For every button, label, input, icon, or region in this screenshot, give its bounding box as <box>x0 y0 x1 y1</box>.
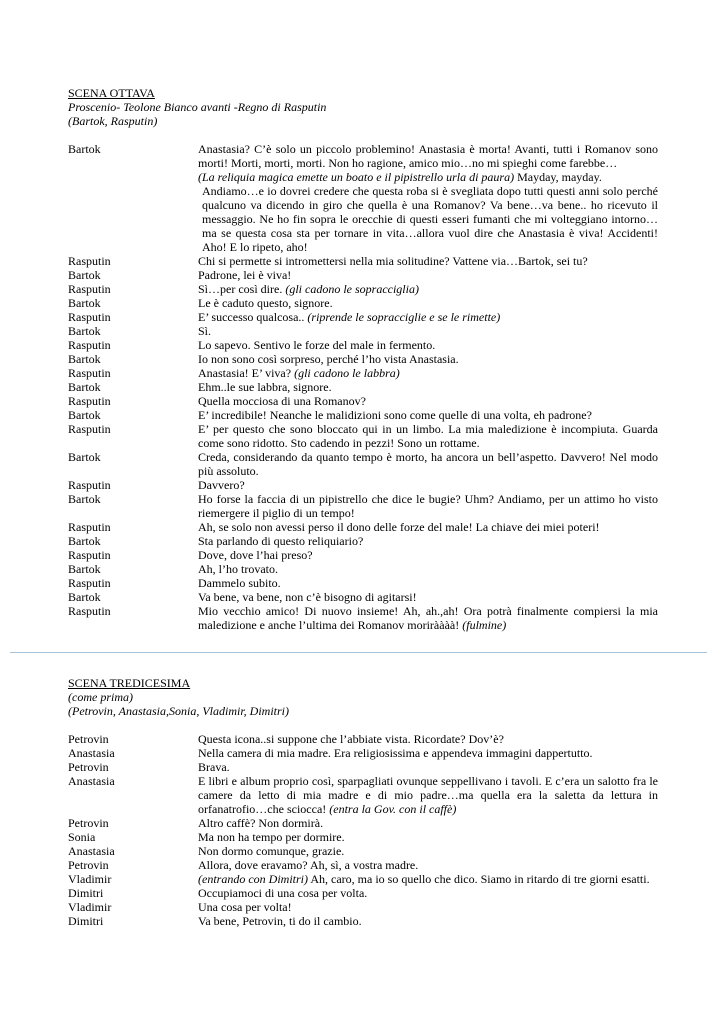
dialog-list <box>68 142 658 632</box>
spoken-text: Sta parlando di questo reliquiario? <box>198 534 364 548</box>
spoken-text: E libri e album proprio così, sparpagliati ovunque seppellivano i tavoli. E c’era un salotto fra le camere da letto di mia madre e di mio padre…ma quella era la saletta da lettura in orfanatrofio…che sciocca! <box>198 774 658 816</box>
dialog-line <box>198 534 658 548</box>
spoken-text: Dove, dove l’hai preso? <box>198 548 313 562</box>
spoken-text: Ma non ha tempo per dormire. <box>198 830 345 844</box>
speaker-name: Rasputin <box>68 338 111 352</box>
scene-characters: (Bartok, Rasputin) <box>68 114 158 128</box>
spoken-text: Mayday, mayday. <box>514 170 602 184</box>
dialog-text <box>198 478 658 492</box>
dialog-text <box>198 774 658 816</box>
spoken-text: Brava. <box>198 760 230 774</box>
speaker-name: Petrovin <box>68 760 109 774</box>
spoken-text: Quella mocciosa di una Romanov? <box>198 394 366 408</box>
stage-direction: (riprende le sopracciglie e se le rimette) <box>307 310 501 324</box>
spoken-text: Ehm..le sue labbra, signore. <box>198 380 332 394</box>
dialog-row <box>68 914 658 928</box>
spoken-text: Creda, considerando da quanto tempo è morto, ha ancora un bell’aspetto. Davvero! Nel modo più assoluto. <box>198 450 658 478</box>
dialog-text <box>198 296 658 310</box>
scene-title: SCENA TREDICESIMA <box>68 676 191 690</box>
spoken-text: Io non sono così sorpreso, perché l’ho vista Anastasia. <box>198 352 459 366</box>
stage-direction: (gli cadono le sopracciglia) <box>285 282 419 296</box>
dialog-line <box>198 844 658 858</box>
dialog-line <box>198 590 658 604</box>
dialog-text <box>198 858 658 872</box>
dialog-row <box>68 576 658 590</box>
scene-eight <box>68 86 658 632</box>
dialog-line <box>198 324 658 338</box>
dialog-line <box>198 170 658 184</box>
spoken-text: Nella camera di mia madre. Era religiosissima e appendeva immagini dappertutto. <box>198 746 593 760</box>
speaker-name: Vladimir <box>68 900 112 914</box>
spoken-text: Ho forse la faccia di un pipistrello che dice le bugie? Uhm? Andiamo, per un attimo ho visto riemergere il piglio di un tempo! <box>198 492 658 520</box>
speaker-name: Sonia <box>68 830 96 844</box>
speaker-name: Bartok <box>68 450 101 464</box>
dialog-line <box>198 746 658 760</box>
dialog-text <box>198 534 658 548</box>
dialog-text <box>198 142 658 254</box>
dialog-text <box>198 900 658 914</box>
dialog-text <box>198 380 658 394</box>
speaker-name: Rasputin <box>68 604 111 618</box>
dialog-line <box>198 450 658 478</box>
dialog-row <box>68 534 658 548</box>
dialog-text <box>198 492 658 520</box>
speaker-name: Petrovin <box>68 816 109 830</box>
speaker-name: Bartok <box>68 296 101 310</box>
dialog-line <box>198 900 658 914</box>
spoken-text: Va bene, va bene, non c’è bisogno di agitarsi! <box>198 590 417 604</box>
dialog-list <box>68 732 658 928</box>
scene-title: SCENA OTTAVA <box>68 86 155 100</box>
dialog-row <box>68 296 658 310</box>
dialog-row <box>68 408 658 422</box>
dialog-row <box>68 352 658 366</box>
dialog-line <box>198 816 658 830</box>
speaker-name: Rasputin <box>68 576 111 590</box>
dialog-text <box>198 408 658 422</box>
dialog-text <box>198 872 658 886</box>
scene-subtitle: (come prima) <box>68 690 133 704</box>
dialog-text <box>198 310 658 324</box>
dialog-text <box>198 760 658 774</box>
speaker-name: Petrovin <box>68 732 109 746</box>
dialog-row <box>68 900 658 914</box>
speaker-name: Bartok <box>68 268 101 282</box>
spoken-text: Ah, l’ho trovato. <box>198 562 278 576</box>
spoken-text: Mio vecchio amico! Di nuovo insieme! Ah, ah.,ah! Ora potrà finalmente compiersi la mia maledizione e anche l’ultima dei Romanov moriràààà! <box>198 604 658 632</box>
dialog-line <box>198 408 658 422</box>
dialog-line <box>198 338 658 352</box>
spoken-text: Lo sapevo. Sentivo le forze del male in fermento. <box>198 338 436 352</box>
dialog-line <box>198 760 658 774</box>
dialog-row <box>68 310 658 324</box>
dialog-text <box>198 422 658 450</box>
dialog-line <box>198 380 658 394</box>
dialog-line <box>198 604 658 632</box>
spoken-text: E’ incredibile! Neanche le malidizioni sono come quelle di una volta, eh padrone? <box>198 408 592 422</box>
dialog-text <box>198 450 658 478</box>
speaker-name: Rasputin <box>68 366 111 380</box>
dialog-line <box>198 732 658 746</box>
stage-direction: (fulmine) <box>462 618 507 632</box>
spoken-text: Altro caffè? Non dormirà. <box>198 816 324 830</box>
speaker-name: Dimitri <box>68 914 104 928</box>
dialog-text <box>198 254 658 268</box>
dialog-row <box>68 830 658 844</box>
dialog-row <box>68 492 658 520</box>
dialog-row <box>68 478 658 492</box>
dialog-line <box>198 830 658 844</box>
dialog-row <box>68 254 658 268</box>
dialog-line <box>198 492 658 520</box>
dialog-text <box>198 282 658 296</box>
spoken-text: Non dormo comunque, grazie. <box>198 844 345 858</box>
speaker-name: Dimitri <box>68 886 104 900</box>
spoken-text: Dammelo subito. <box>198 576 281 590</box>
speaker-name: Bartok <box>68 492 101 506</box>
spoken-text: Va bene, Petrovin, ti do il cambio. <box>198 914 362 928</box>
speaker-name: Rasputin <box>68 310 111 324</box>
dialog-text <box>198 604 658 632</box>
dialog-text <box>198 338 658 352</box>
dialog-row <box>68 562 658 576</box>
speaker-name: Bartok <box>68 380 101 394</box>
dialog-line <box>198 352 658 366</box>
stage-direction: (entra la Gov. con il caffè) <box>329 802 457 816</box>
dialog-line <box>198 282 658 296</box>
dialog-line <box>198 366 658 380</box>
dialog-row <box>68 520 658 534</box>
dialog-row <box>68 324 658 338</box>
dialog-text <box>198 352 658 366</box>
dialog-text <box>198 394 658 408</box>
dialog-text <box>198 520 658 534</box>
speaker-name: Rasputin <box>68 548 111 562</box>
dialog-row <box>68 886 658 900</box>
speaker-name: Anastasia <box>68 774 115 788</box>
speaker-name: Bartok <box>68 408 101 422</box>
dialog-text <box>198 914 658 928</box>
dialog-row <box>68 732 658 746</box>
dialog-row <box>68 282 658 296</box>
speaker-name: Rasputin <box>68 478 111 492</box>
dialog-row <box>68 816 658 830</box>
spoken-text: Chi si permette si intromettersi nella mia solitudine? Vattene via…Bartok, sei tu? <box>198 254 588 268</box>
spoken-text: Sì…per così dire. <box>198 282 286 296</box>
dialog-row <box>68 746 658 760</box>
spoken-text: Anastasia! E’ viva? <box>198 366 295 380</box>
scene-thirteen <box>68 676 658 928</box>
dialog-text <box>198 886 658 900</box>
dialog-row <box>68 394 658 408</box>
dialog-line <box>198 914 658 928</box>
speaker-name: Rasputin <box>68 394 111 408</box>
speaker-name: Bartok <box>68 590 101 604</box>
dialog-row <box>68 366 658 380</box>
spoken-text: Ah, caro, ma io so quello che dico. Siamo in ritardo di tre giorni esatti. <box>308 872 650 886</box>
dialog-line <box>198 422 658 450</box>
dialog-text <box>198 576 658 590</box>
dialog-text <box>198 548 658 562</box>
spoken-text: E’ successo qualcosa.. <box>198 310 308 324</box>
dialog-line <box>198 296 658 310</box>
dialog-text <box>198 590 658 604</box>
dialog-row <box>68 844 658 858</box>
dialog-line <box>198 142 658 170</box>
speaker-name: Bartok <box>68 324 101 338</box>
scene-subtitle: Proscenio- Teolone Bianco avanti -Regno di Rasputin <box>68 100 327 114</box>
dialog-row <box>68 142 658 254</box>
stage-direction: (gli cadono le labbra) <box>294 366 400 380</box>
speaker-name: Rasputin <box>68 254 111 268</box>
spoken-text: Questa icona..si suppone che l’abbiate vista. Ricordate? Dov’è? <box>198 732 504 746</box>
dialog-line <box>198 872 658 886</box>
dialog-text <box>198 366 658 380</box>
dialog-line <box>198 576 658 590</box>
dialog-row <box>68 604 658 632</box>
dialog-row <box>68 422 658 450</box>
dialog-line <box>198 562 658 576</box>
speaker-name: Bartok <box>68 562 101 576</box>
dialog-line <box>198 886 658 900</box>
stage-direction: (La reliquia magica emette un boato e il pipistrello urla di paura) <box>198 170 515 184</box>
dialog-text <box>198 844 658 858</box>
dialog-row <box>68 338 658 352</box>
speaker-name: Rasputin <box>68 422 111 436</box>
spoken-text: Una cosa per volta! <box>198 900 292 914</box>
dialog-line <box>198 310 658 324</box>
dialog-row <box>68 872 658 886</box>
dialog-line <box>198 858 658 872</box>
dialog-row <box>68 450 658 478</box>
speaker-name: Rasputin <box>68 520 111 534</box>
spoken-text: Le è caduto questo, signore. <box>198 296 333 310</box>
dialog-line <box>198 254 658 268</box>
dialog-line <box>198 394 658 408</box>
dialog-line <box>198 478 658 492</box>
dialog-line <box>198 184 658 254</box>
page-separator <box>10 652 707 653</box>
dialog-line <box>198 520 658 534</box>
dialog-text <box>198 746 658 760</box>
speaker-name: Petrovin <box>68 858 109 872</box>
speaker-name: Anastasia <box>68 746 115 760</box>
speaker-name: Bartok <box>68 534 101 548</box>
speaker-name: Vladimir <box>68 872 112 886</box>
spoken-text: Sì. <box>198 324 212 338</box>
dialog-text <box>198 324 658 338</box>
speaker-name: Bartok <box>68 142 101 156</box>
spoken-text: Davvero? <box>198 478 245 492</box>
dialog-line <box>198 548 658 562</box>
spoken-text: Allora, dove eravamo? Ah, sì, a vostra madre. <box>198 858 419 872</box>
dialog-row <box>68 380 658 394</box>
spoken-text: Ah, se solo non avessi perso il dono delle forze del male! La chiave dei miei poteri! <box>198 520 600 534</box>
speaker-name: Bartok <box>68 352 101 366</box>
speaker-name: Anastasia <box>68 844 115 858</box>
stage-direction: (entrando con Dimitri) <box>198 872 308 886</box>
dialog-text <box>198 268 658 282</box>
dialog-row <box>68 774 658 816</box>
dialog-text <box>198 562 658 576</box>
dialog-text <box>198 732 658 746</box>
spoken-text: Anastasia? C’è solo un piccolo problemino! Anastasia è morta! Avanti, tutti i Romanov sono morti! Morti, morti, morti. Non ho ragione, amico mio…no mi spieghi come farebbe… <box>198 142 658 170</box>
scene-characters: (Petrovin, Anastasia,Sonia, Vladimir, Dimitri) <box>68 704 289 718</box>
spoken-text: Andiamo…e io dovrei credere che questa roba si è svegliata dopo tutti questi anni solo perché qualcuno va dicendo in giro che quella è una Romanov? Va bene…va bene.. ho ricevuto il messaggio. Ne ho fin sopra le orecchie di questi esseri fumanti che mi volteggiano intorno…ma se questa cosa sta per tornare in vita…allora vuol dire che Anastasia è viva! Accidenti! Aho! E lo ripeto, aho! <box>202 184 658 254</box>
dialog-row <box>68 858 658 872</box>
dialog-row <box>68 760 658 774</box>
dialog-text <box>198 816 658 830</box>
dialog-line <box>198 268 658 282</box>
spoken-text: Padrone, lei è viva! <box>198 268 292 282</box>
spoken-text: Occupiamoci di una cosa per volta. <box>198 886 368 900</box>
dialog-text <box>198 830 658 844</box>
speaker-name: Rasputin <box>68 282 111 296</box>
dialog-line <box>198 774 658 816</box>
dialog-row <box>68 268 658 282</box>
dialog-row <box>68 590 658 604</box>
spoken-text: E’ per questo che sono bloccato qui in un limbo. La mia maledizione è incompiuta. Guarda come sono ridotto. Sto cadendo in pezzi! Sono un rottame. <box>198 422 658 450</box>
dialog-row <box>68 548 658 562</box>
